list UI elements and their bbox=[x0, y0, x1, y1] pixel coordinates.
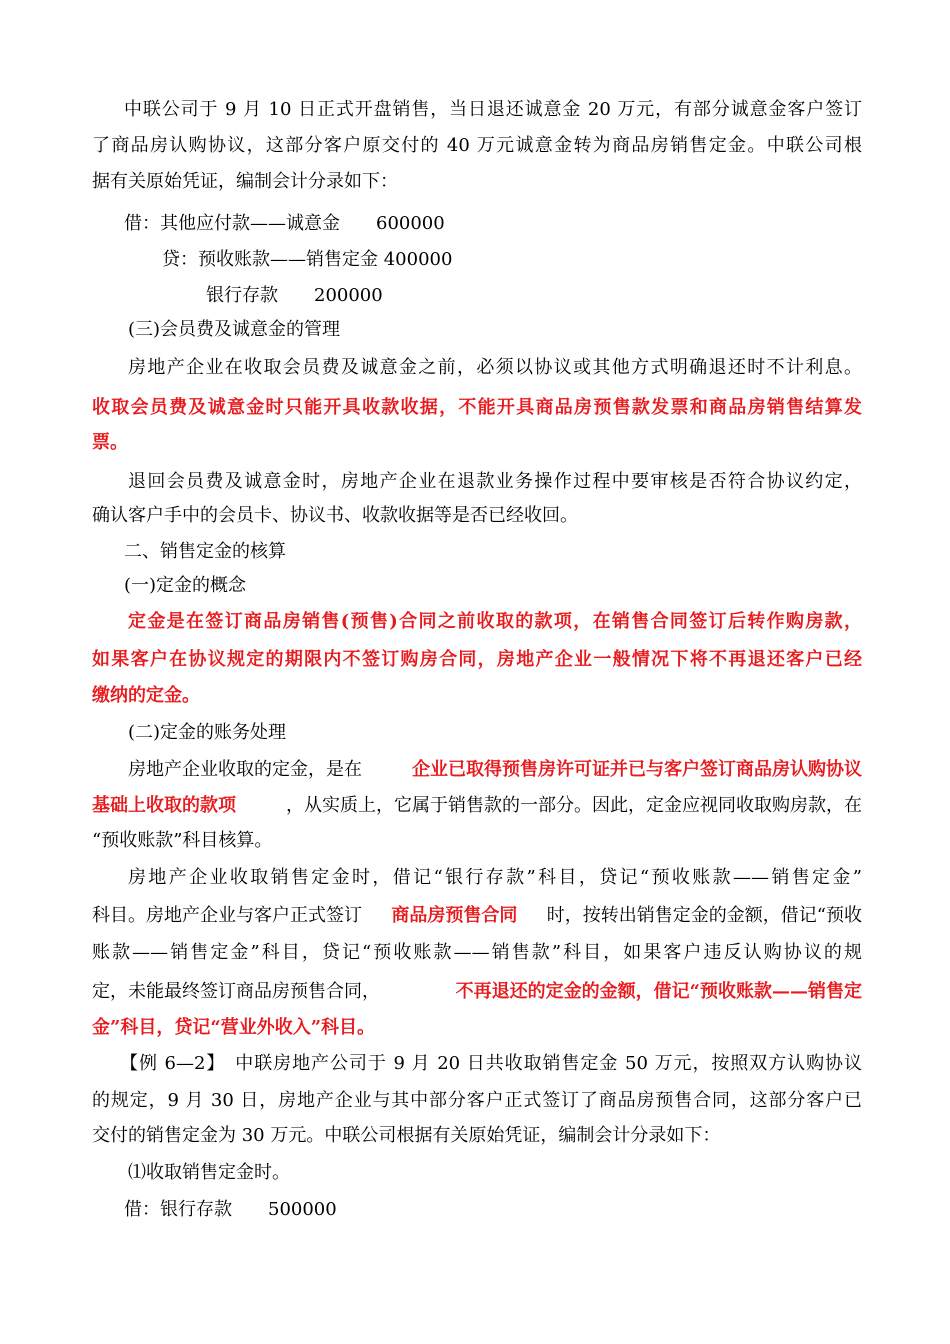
emphasis-run: 商品房预售合同 bbox=[391, 905, 518, 926]
journal-entry-debit: 借：银行存款 500000 bbox=[124, 1199, 337, 1220]
paragraph-line: 中联公司于 9 月 10 日正式开盘销售，当日退还诚意金 20 万元，有部分诚意金客户签订 bbox=[124, 99, 862, 120]
example-line: 【例 6—2】 中联房地产公司于 9 月 20 日共收取销售定金 50 万元，按照双方认购协议 bbox=[120, 1053, 862, 1074]
emphasis-line: 定金是在签订商品房销售(预售)合同之前收取的款项，在销售合同签订后转作购房款， bbox=[128, 611, 862, 632]
emphasis-line: 如果客户在协议规定的期限内不签订购房合同，房地产企业一般情况下将不再退还客户已经 bbox=[92, 649, 862, 670]
section-heading: 二、销售定金的核算 bbox=[124, 541, 286, 562]
emphasis-line: 缴纳的定金。 bbox=[92, 685, 200, 706]
paragraph-line: 账款——销售定金”科目，贷记“预收账款——销售款”科目，如果客户违反认购协议的规 bbox=[92, 942, 862, 963]
text-run: 科目。房地产企业与客户正式签订 bbox=[92, 905, 362, 926]
paragraph-line: 房地产企业在收取会员费及诚意金之前，必须以协议或其他方式明确退还时不计利息。 bbox=[128, 357, 862, 378]
journal-entry-credit: 银行存款 200000 bbox=[206, 285, 383, 306]
emphasis-run: 企业已取得预售房许可证并已与客户签订商品房认购协议 bbox=[412, 759, 862, 780]
emphasis-run: 基础上收取的款项 bbox=[92, 795, 236, 816]
paragraph-line: 了商品房认购协议，这部分客户原交付的 40 万元诚意金转为商品房销售定金。中联公司根 bbox=[92, 135, 862, 156]
text-run: 房地产企业收取的定金，是在 bbox=[128, 759, 362, 780]
text-run: 定，未能最终签订商品房预售合同， bbox=[92, 981, 380, 1002]
emphasis-line: 收取会员费及诚意金时只能开具收款收据，不能开具商品房预售款发票和商品房销售结算发 bbox=[92, 397, 862, 418]
journal-entry-credit: 贷：预收账款——销售定金 400000 bbox=[162, 249, 453, 270]
text-run: ，从实质上，它属于销售款的一部分。因此，定金应视同收取购房款，在 bbox=[286, 795, 862, 816]
section-heading: (一)定金的概念 bbox=[124, 575, 247, 596]
text-run: 时，按转出销售定金的金额，借记“预收 bbox=[546, 905, 862, 926]
paragraph-line: 据有关原始凭证，编制会计分录如下： bbox=[92, 171, 398, 192]
paragraph-line bbox=[92, 901, 862, 931]
section-heading: (三)会员费及诚意金的管理 bbox=[128, 319, 341, 340]
paragraph-line bbox=[128, 755, 862, 785]
paragraph-line: 交付的销售定金为 30 万元。中联公司根据有关原始凭证，编制会计分录如下： bbox=[92, 1125, 721, 1146]
paragraph-line: 的规定，9 月 30 日，房地产企业与其中部分客户正式签订了商品房预售合同，这部分客户已 bbox=[92, 1090, 862, 1111]
emphasis-line: 金”科目，贷记“营业外收入”科目。 bbox=[92, 1017, 376, 1038]
step-heading: ⑴收取销售定金时。 bbox=[128, 1162, 290, 1183]
emphasis-line: 票。 bbox=[92, 432, 128, 453]
journal-entry-debit: 借：其他应付款——诚意金 600000 bbox=[124, 213, 445, 234]
emphasis-run: 不再退还的定金的金额，借记“预收账款——销售定 bbox=[455, 981, 862, 1002]
paragraph-line: “预收账款”科目核算。 bbox=[92, 830, 273, 851]
section-heading: (二)定金的账务处理 bbox=[128, 722, 287, 743]
paragraph-line bbox=[92, 977, 862, 1007]
paragraph-line: 退回会员费及诚意金时，房地产企业在退款业务操作过程中要审核是否符合协议约定， bbox=[128, 471, 862, 492]
paragraph-line bbox=[92, 791, 862, 821]
paragraph-line: 确认客户手中的会员卡、协议书、收款收据等是否已经收回。 bbox=[92, 505, 578, 526]
paragraph-line: 房地产企业收取销售定金时，借记“银行存款”科目，贷记“预收账款——销售定金” bbox=[128, 867, 862, 888]
